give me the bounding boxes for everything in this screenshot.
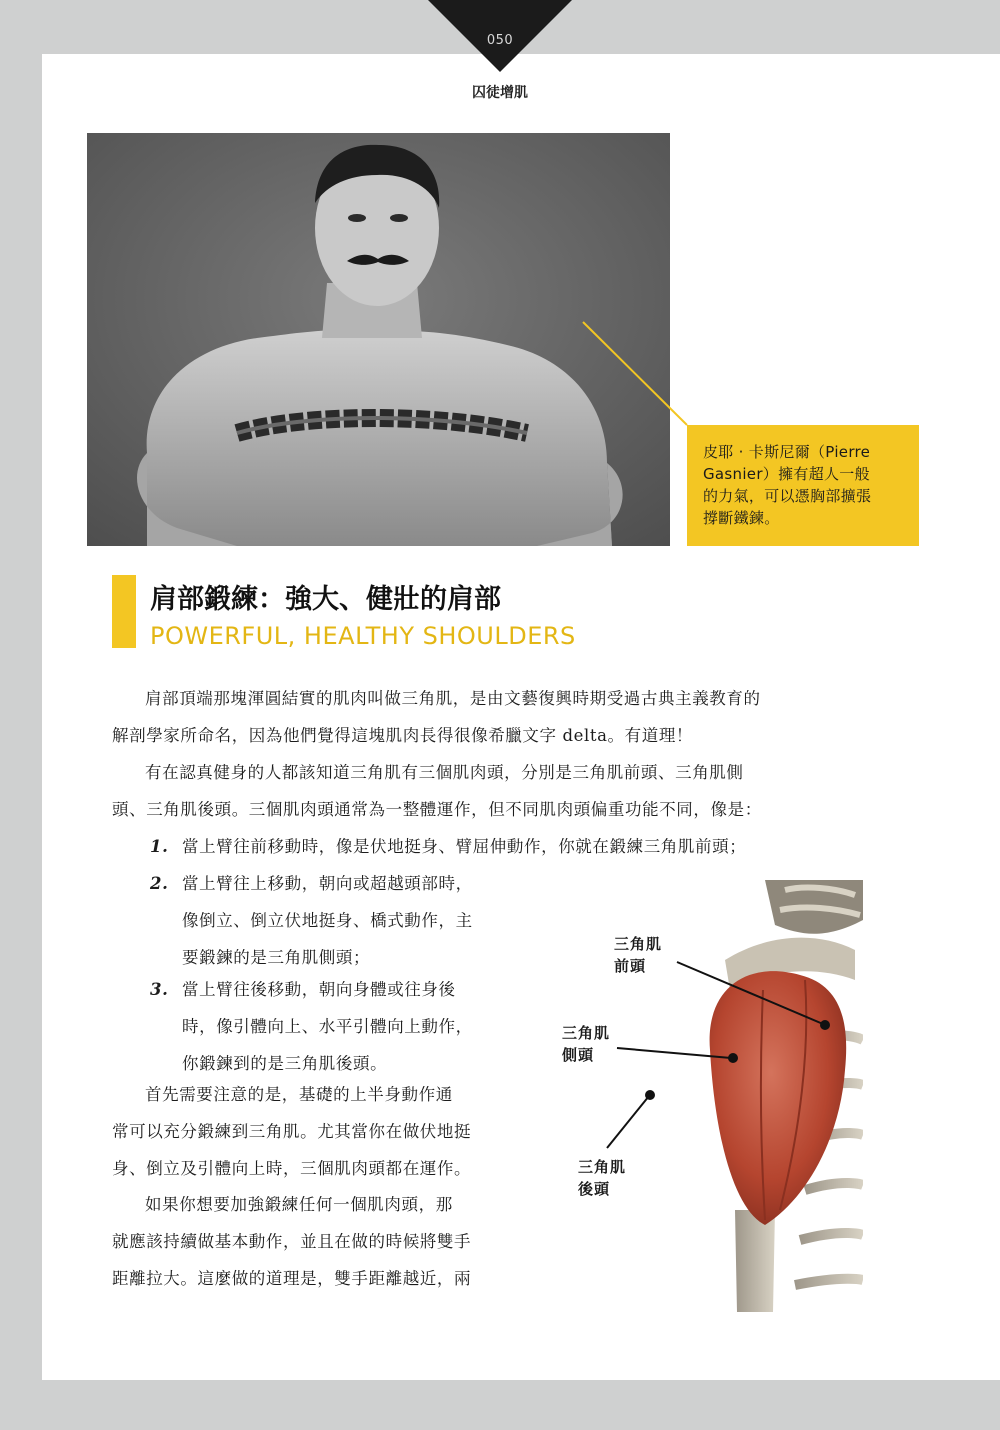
list-item-3 bbox=[150, 971, 530, 1082]
section-title-english: POWERFUL, HEALTHY SHOULDERS bbox=[150, 622, 576, 650]
label-line: 三角肌 bbox=[562, 1024, 611, 1042]
section-title-chinese: 肩部鍛練：強大、健壯的肩部 bbox=[150, 584, 501, 615]
running-header: 囚徒增肌 bbox=[472, 85, 528, 101]
text-line: 要鍛鍊的是三角肌側頭； bbox=[182, 948, 371, 967]
text-line: 像倒立、倒立伏地挺身、橋式動作，主 bbox=[182, 911, 473, 930]
caption-line: 撐斷鐵鍊。 bbox=[703, 509, 780, 527]
photo-caption-box bbox=[687, 425, 919, 546]
label-line: 後頭 bbox=[578, 1180, 611, 1198]
text-line: 你鍛鍊到的是三角肌後頭。 bbox=[182, 1054, 388, 1073]
body-paragraph-2 bbox=[112, 754, 862, 828]
text-line: 首先需要注意的是，基礎的上半身動作通 bbox=[145, 1085, 453, 1104]
list-number: 2. bbox=[150, 874, 169, 893]
list-item-1 bbox=[150, 828, 862, 865]
text-line: 如果你想要加強鍛練任何一個肌肉頭，那 bbox=[145, 1195, 453, 1214]
section-title-accent-bar bbox=[112, 575, 136, 648]
text-line: 肩部頂端那塊渾圓結實的肌肉叫做三角肌，是由文藝復興時期受過古典主義教育的 bbox=[145, 689, 761, 708]
label-rear-deltoid bbox=[578, 1156, 626, 1200]
body-paragraph-1 bbox=[112, 680, 862, 754]
caption-line: Gasnier）擁有超人一般 bbox=[703, 465, 870, 483]
caption-line: 的力氣，可以憑胸部擴張 bbox=[703, 487, 872, 505]
text-line: 當上臂往前移動時，像是伏地挺身、臂屈伸動作，你就在鍛練三角肌前頭； bbox=[182, 837, 747, 856]
text-line: 當上臂往後移動，朝向身體或往身後 bbox=[182, 980, 456, 999]
text-line: 時，像引體向上、水平引體向上動作， bbox=[182, 1017, 473, 1036]
label-side-deltoid bbox=[562, 1022, 610, 1066]
caption-line: 皮耶 · 卡斯尼爾（Pierre bbox=[703, 443, 871, 461]
deltoid-anatomy-illustration bbox=[705, 880, 863, 1312]
text-line: 距離拉大。這麼做的道理是，雙手距離越近，兩 bbox=[112, 1269, 472, 1288]
text-line: 就應該持續做基本動作，並且在做的時候將雙手 bbox=[112, 1232, 472, 1251]
body-paragraph-4 bbox=[112, 1186, 532, 1297]
label-front-deltoid bbox=[614, 933, 662, 977]
list-number: 3. bbox=[150, 980, 169, 999]
text-line: 當上臂往上移動，朝向或超越頭部時， bbox=[182, 874, 473, 893]
label-line: 前頭 bbox=[614, 957, 647, 975]
label-line: 三角肌 bbox=[578, 1158, 627, 1176]
body-paragraph-3 bbox=[112, 1076, 532, 1187]
label-line: 三角肌 bbox=[614, 935, 663, 953]
page-number: 050 bbox=[486, 33, 514, 48]
text-line: 有在認真健身的人都該知道三角肌有三個肌肉頭，分別是三角肌前頭、三角肌側 bbox=[145, 763, 744, 782]
text-line: 常可以充分鍛練到三角肌。尤其當你在做伏地挺 bbox=[112, 1122, 472, 1141]
text-line: 頭、三角肌後頭。三個肌肉頭通常為一整體運作，但不同肌肉頭偏重功能不同，像是： bbox=[112, 800, 762, 819]
list-number: 1. bbox=[150, 837, 169, 856]
label-line: 側頭 bbox=[562, 1046, 595, 1064]
text-line: 解剖學家所命名，因為他們覺得這塊肌肉長得很像希臘文字 delta。有道理！ bbox=[112, 726, 694, 745]
list-item-2 bbox=[150, 865, 530, 976]
text-line: 身、倒立及引體向上時，三個肌肉頭都在運作。 bbox=[112, 1159, 472, 1178]
